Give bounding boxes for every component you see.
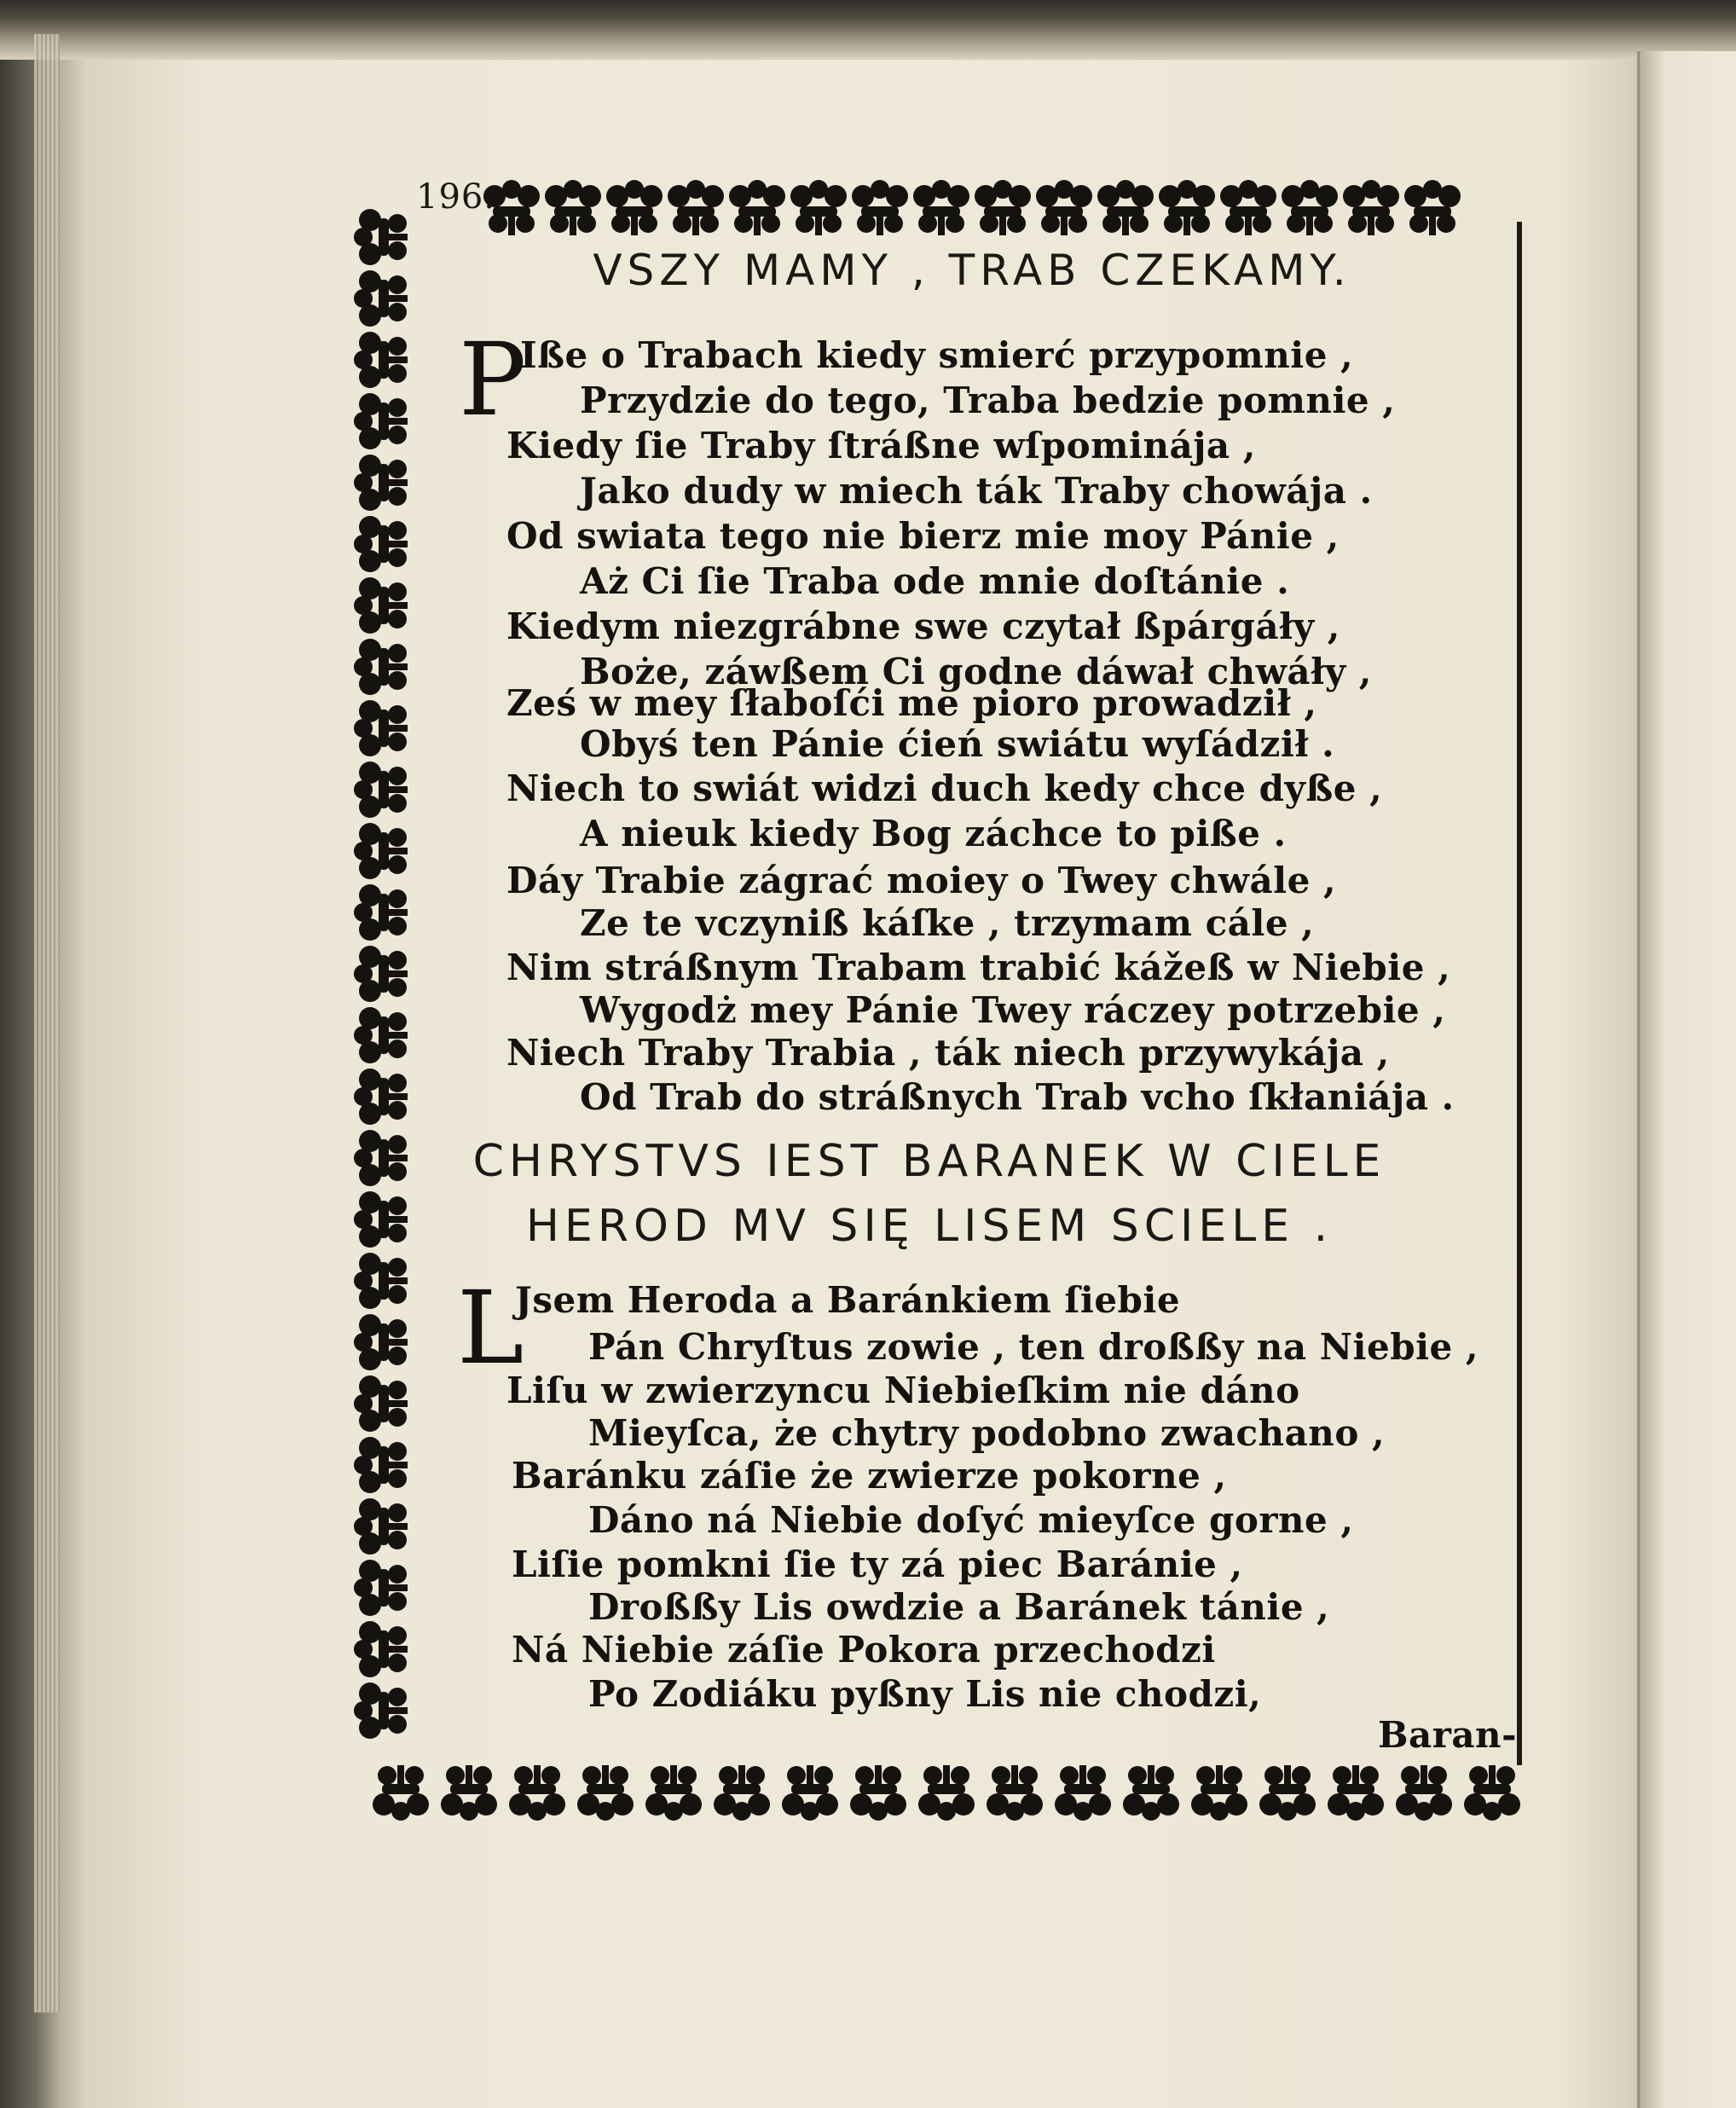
page-edges xyxy=(34,34,60,2012)
poem1-line-14: Ze te vczyniß káſke , trzymam cále , xyxy=(580,902,1315,944)
poem1-line-7: Kiedym niezgrábne swe czytał ßpárgáły , xyxy=(506,605,1340,647)
poem1-line-18: Od Trab do stráßnych Trab vcho ſkłaniája . xyxy=(580,1076,1455,1118)
catchword: Baran- xyxy=(1378,1714,1518,1756)
poem1-line-13: Dáy Trabie zágrać moiey o Twey chwále , xyxy=(506,860,1337,901)
poem1-line-11: Niech to swiát widzi duch kedy chce dyße , xyxy=(506,767,1383,809)
poem1-line-12: A nieuk kiedy Bog záchce to piße . xyxy=(580,813,1287,854)
poem2-dropcap: L xyxy=(457,1269,524,1387)
poem1-line-15: Nim stráßnym Trabam trabić kážeß w Niebie , xyxy=(506,947,1451,988)
poem2-line-10: Po Zodiáku pyßny Lis nie chodzi, xyxy=(588,1673,1262,1715)
gutter xyxy=(1637,51,1641,2108)
poem1-line-5: Od swiata tego nie bierz mie moy Pánie , xyxy=(506,515,1340,557)
poem2-line-1: Jsem Heroda a Baránkiem ſiebie xyxy=(515,1279,1181,1321)
ornament-border-left xyxy=(351,177,418,1763)
poem1-line-6: Aż Ci ſie Traba ode mnie doſtánie . xyxy=(580,560,1290,602)
poem2-line-3: Liſu w zwierzyncu Niebieſkim nie dáno xyxy=(506,1370,1300,1411)
poem1-line-4: Jako dudy w miech ták Traby chowája . xyxy=(580,470,1373,512)
book-top-edge xyxy=(0,0,1736,60)
ornament-border-bottom xyxy=(367,1757,1535,1825)
poem2-line-6: Dáno ná Niebie doſyć mieyſce gorne , xyxy=(588,1499,1354,1541)
poem2-title-line-2: HEROD MV SIĘ LISEM SCIELE . xyxy=(525,1201,1334,1252)
poem2-line-4: Mieyſca, że chytry podobno zwachano , xyxy=(588,1412,1386,1454)
poem2-title-line-1: CHRYSTVS IEST BARANEK W CIELE xyxy=(472,1136,1386,1187)
poem2-line-5: Baránku záſie że zwierze pokorne , xyxy=(512,1455,1227,1497)
poem2-line-8: Droßßy Lis owdzie a Baránek tánie , xyxy=(588,1586,1330,1628)
right-rule-line xyxy=(1517,222,1522,1765)
poem1-line-3: Kiedy ſie Traby ſtráßne wſpominája , xyxy=(506,425,1256,466)
poem1-line-1: Iße o Trabach kiedy smierć przypomnie , xyxy=(520,334,1354,376)
poem2-line-2: Pán Chryſtus zowie , ten droßßy na Niebie , xyxy=(588,1326,1479,1368)
poem1-line-2: Przydzie do tego, Traba bedzie pomnie , xyxy=(580,379,1396,421)
poem1-line-17: Niech Traby Trabia , ták niech przywykája , xyxy=(506,1032,1390,1074)
ornament-border-top xyxy=(477,177,1501,244)
poem1-line-9: Ześ w mey ſłaboſći me pioro prowadził , xyxy=(506,682,1317,724)
poem1-title: VSZY MAMY , TRAB CZEKAMY. xyxy=(593,246,1351,295)
poem2-line-9: Ná Niebie záſie Pokora przechodzi xyxy=(512,1629,1216,1671)
poem2-line-7: Liſie pomkni ſie ty zá piec Baránie , xyxy=(512,1543,1243,1585)
page-number: 196. xyxy=(416,177,496,217)
poem1-line-8: Boże, záwßem Ci godne dáwał chwáły , xyxy=(580,651,1372,692)
facing-page xyxy=(1641,51,1736,2108)
poem1-dropcap: P xyxy=(459,321,527,438)
poem1-line-10: Obyś ten Pánie ćień swiátu wyſádził . xyxy=(580,723,1335,765)
poem1-line-16: Wygodż mey Pánie Twey ráczey potrzebie , xyxy=(580,989,1446,1031)
